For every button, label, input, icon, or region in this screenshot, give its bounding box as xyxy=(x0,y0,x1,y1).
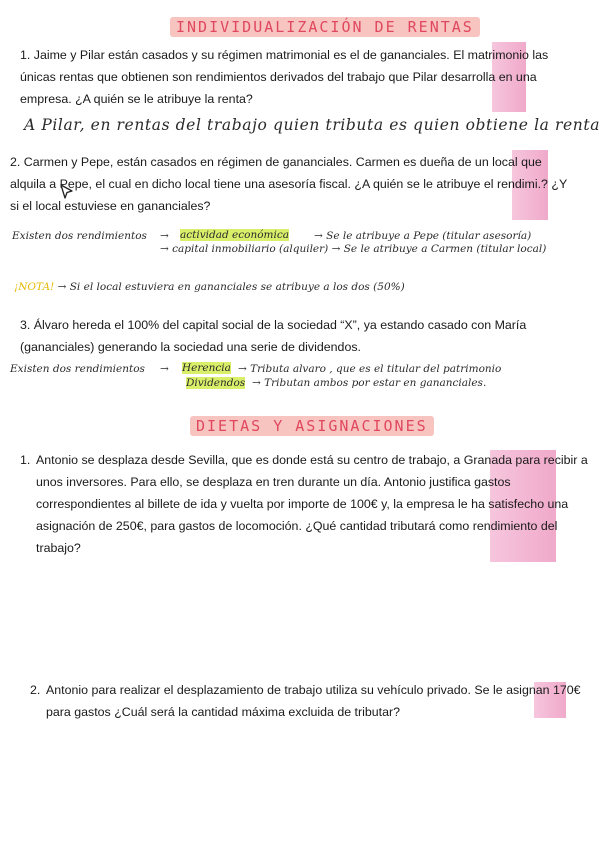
question-line: Antonio para realizar el desplazamiento de trabajo utiliza su vehículo privado. Se le asignan 170€ xyxy=(46,683,581,697)
nota-line xyxy=(14,281,405,293)
question-1 xyxy=(20,44,548,110)
question-line: (gananciales) generando la sociedad una serie de dividendos. xyxy=(20,340,361,354)
question-line: Antonio se desplaza desde Sevilla, que es donde está su centro de trabajo, a Granada para recibir a xyxy=(36,453,588,467)
question-line: trabajo? xyxy=(36,541,81,555)
question-line: 3. Álvaro hereda el 100% del capital social de la sociedad “X”, ya estando casado con María xyxy=(20,318,527,332)
question-line: unos inversores. Para ello, se desplaza en tren durante un día. Antonio justifica gastos xyxy=(36,475,511,489)
notes-item-result: → Tributa alvaro , que es el titular del patrimonio xyxy=(238,363,502,375)
pointer-cursor-icon xyxy=(60,184,74,200)
notes-label: Existen dos rendimientos xyxy=(12,230,147,242)
question-number: 2. xyxy=(30,683,41,697)
question-line: alquila a Pepe, el cual en dicho local tiene una asesoría fiscal. ¿A quién se le atribuye el rendimi.? ¿Y xyxy=(10,177,568,191)
notes-item-capital: → capital inmobiliario (alquiler) → Se le atribuye a Carmen (titular local) xyxy=(160,243,547,255)
section-heading-dietas: DIETAS Y ASIGNACIONES xyxy=(190,416,434,436)
section-heading-individualizacion: INDIVIDUALIZACIÓN DE RENTAS xyxy=(170,17,480,37)
question-line: empresa. ¿A quién se le atribuye la renta? xyxy=(20,92,253,106)
question-line: 2. Carmen y Pepe, están casados en régimen de gananciales. Carmen es dueña de un local que xyxy=(10,155,542,169)
notes-arrow: → xyxy=(160,363,169,375)
question-line: correspondientes al billete de ida y vuelta por importe de 100€ y, la empresa le ha satisfecho una xyxy=(36,497,569,511)
question-line: para gastos ¿Cuál será la cantidad máxima excluida de tributar? xyxy=(46,705,401,719)
question-2 xyxy=(10,151,567,217)
question-line: asignación de 250€, para gastos de locomoción. ¿Qué cantidad tributará como rendimiento del xyxy=(36,519,558,533)
notes-item-result: → Tributan ambos por estar en gananciales. xyxy=(252,377,487,389)
handwritten-answer-1: A Pilar, en rentas del trabajo quien tributa es quien obtiene la renta xyxy=(24,116,600,134)
notes-item-result: → Se le atribuye a Pepe (titular asesoría) xyxy=(314,230,532,242)
nota-text: → Si el local estuviera en gananciales se atribuye a los dos (50%) xyxy=(57,281,405,293)
nota-label: ¡NOTA! xyxy=(14,281,55,293)
question-number: 1. xyxy=(20,453,31,467)
question-line: 1. Jaime y Pilar están casados y su régimen matrimonial es el de gananciales. El matrimonio las xyxy=(20,48,549,62)
notes-arrow: → xyxy=(160,230,169,242)
notes-item-dividendos: Dividendos xyxy=(186,377,246,389)
notes-item-herencia: Herencia xyxy=(182,362,231,374)
question-line: únicas rentas que obtienen son rendimientos derivados del trabajo que Pilar desarrolla en una xyxy=(20,70,537,84)
question-line: si el local estuviese en gananciales? xyxy=(10,199,211,213)
notes-label: Existen dos rendimientos xyxy=(10,363,145,375)
notes-item-actividad: actividad económica xyxy=(180,229,290,241)
question-3 xyxy=(20,314,526,358)
